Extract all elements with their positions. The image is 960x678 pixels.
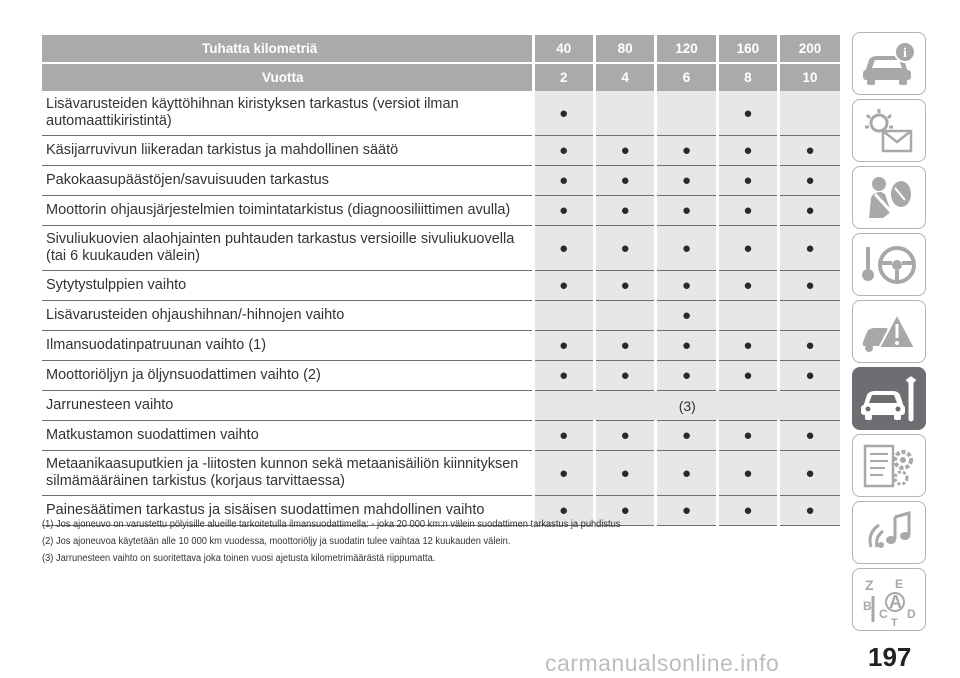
row-description: Painesäätimen tarkastus ja sisäisen suodattimen mahdollinen vaihto — [42, 496, 533, 526]
schedule-mark: ● — [594, 271, 655, 301]
schedule-mark: ● — [779, 421, 840, 451]
schedule-mark: ● — [656, 496, 717, 526]
tile-maintenance[interactable] — [852, 367, 926, 430]
svg-text:E: E — [895, 576, 904, 591]
schedule-mark: ● — [717, 451, 778, 496]
year-header-cell: 2 — [533, 63, 594, 91]
year-header-cell: 10 — [779, 63, 840, 91]
row-description: Jarrunesteen vaihto — [42, 391, 533, 421]
year-header-label: Vuotta — [42, 63, 533, 91]
schedule-mark: ● — [656, 136, 717, 166]
schedule-mark: ● — [717, 196, 778, 226]
schedule-mark: ● — [533, 166, 594, 196]
schedule-mark: ● — [779, 331, 840, 361]
tile-starting-driving[interactable] — [852, 233, 926, 296]
schedule-mark: ● — [656, 226, 717, 271]
tile-index[interactable] — [852, 568, 926, 631]
year-header-cell: 4 — [594, 63, 655, 91]
svg-text:T: T — [891, 616, 898, 626]
table-row — [42, 421, 840, 451]
emergency-icon — [857, 306, 921, 358]
schedule-mark — [594, 301, 655, 331]
schedule-mark — [594, 91, 655, 136]
svg-text:C: C — [879, 606, 888, 621]
starting-driving-icon — [857, 239, 921, 291]
km-header-cell: 40 — [533, 35, 594, 63]
schedule-mark: ● — [656, 271, 717, 301]
maintenance-icon — [857, 373, 921, 425]
row-description: Käsijarruvivun liikeradan tarkistus ja mahdollinen säätö — [42, 136, 533, 166]
schedule-mark: ● — [533, 451, 594, 496]
svg-text:i: i — [903, 45, 907, 61]
svg-text:D: D — [907, 606, 916, 621]
schedule-mark — [533, 301, 594, 331]
tile-safety[interactable] — [852, 166, 926, 229]
schedule-mark: ● — [594, 451, 655, 496]
row-description: Lisävarusteiden ohjaushihnan/-hihnojen vaihto — [42, 301, 533, 331]
tile-technical-data[interactable] — [852, 434, 926, 497]
km-header-row — [42, 35, 840, 63]
row-description: Matkustamon suodattimen vaihto — [42, 421, 533, 451]
schedule-mark: ● — [533, 226, 594, 271]
schedule-mark — [656, 91, 717, 136]
schedule-mark: ● — [656, 301, 717, 331]
row-description: Pakokaasupäästöjen/savuisuuden tarkastus — [42, 166, 533, 196]
chapter-sidebar — [852, 32, 928, 635]
schedule-mark: ● — [779, 196, 840, 226]
schedule-mark: ● — [717, 331, 778, 361]
row-description: Metaanikaasuputkien ja -liitosten kunnon sekä metaanisäiliön kiinnityksen silmämääräinen tarkistus (korjaus tarvittaessa) — [42, 451, 533, 496]
row-description: Ilmansuodatinpatruunan vaihto (1) — [42, 331, 533, 361]
page-number: 197 — [868, 642, 912, 672]
schedule-mark: ● — [594, 331, 655, 361]
table-row — [42, 91, 840, 136]
schedule-mark: ● — [656, 361, 717, 391]
row-description: Moottorin ohjausjärjestelmien toimintatarkistus (diagnoosiliittimen avulla) — [42, 196, 533, 226]
schedule-mark: ● — [594, 196, 655, 226]
schedule-mark: ● — [779, 496, 840, 526]
multimedia-icon — [857, 507, 921, 559]
schedule-mark: ● — [656, 331, 717, 361]
dashboard-lights-icon — [857, 105, 921, 157]
schedule-mark: ● — [594, 166, 655, 196]
schedule-mark: ● — [779, 136, 840, 166]
schedule-mark: ● — [656, 196, 717, 226]
km-header-cell: 120 — [656, 35, 717, 63]
schedule-mark: ● — [717, 271, 778, 301]
year-header-cell: 6 — [656, 63, 717, 91]
schedule-mark: ● — [533, 331, 594, 361]
row-description: Sivuliukuovien alaohjainten puhtauden tarkastus versioille sivuliukuovella (tai 6 kuukauden välein) — [42, 226, 533, 271]
schedule-mark: ● — [717, 226, 778, 271]
schedule-mark — [779, 301, 840, 331]
schedule-mark: ● — [533, 421, 594, 451]
km-header-cell: 200 — [779, 35, 840, 63]
schedule-mark: ● — [594, 361, 655, 391]
tile-emergency[interactable] — [852, 300, 926, 363]
maintenance-schedule-table — [42, 35, 840, 526]
tile-multimedia[interactable] — [852, 501, 926, 564]
schedule-mark: ● — [717, 166, 778, 196]
svg-text:Z: Z — [865, 576, 874, 593]
schedule-mark: ● — [717, 421, 778, 451]
table-row — [42, 271, 840, 301]
schedule-mark: ● — [717, 91, 778, 136]
schedule-mark — [717, 301, 778, 331]
footnote: (2) Jos ajoneuvoa käytetään alle 10 000 km vuodessa, moottoriöljy ja suodatin tulee vaihtaa 12 kuukauden välein. — [42, 536, 511, 547]
index-icon — [857, 574, 921, 626]
technical-data-icon — [857, 440, 921, 492]
schedule-mark: ● — [779, 271, 840, 301]
safety-airbag-icon — [857, 172, 921, 224]
footnote: (3) Jarrunesteen vaihto on suoritettava joka toinen vuosi ajetusta kilometrimäärästä riippumatta. — [42, 553, 436, 564]
schedule-mark: ● — [779, 166, 840, 196]
table-row — [42, 196, 840, 226]
schedule-mark: ● — [656, 166, 717, 196]
table-row — [42, 301, 840, 331]
svg-text:A: A — [889, 591, 902, 612]
schedule-mark: ● — [533, 496, 594, 526]
table-row — [42, 331, 840, 361]
schedule-mark: ● — [779, 451, 840, 496]
schedule-mark: ● — [594, 136, 655, 166]
table-row — [42, 361, 840, 391]
km-header-cell: 80 — [594, 35, 655, 63]
table-row — [42, 391, 840, 421]
tile-dashboard-lights[interactable] — [852, 99, 926, 162]
row-description: Moottoriöljyn ja öljynsuodattimen vaihto (2) — [42, 361, 533, 391]
schedule-mark: ● — [779, 226, 840, 271]
schedule-mark: ● — [533, 361, 594, 391]
schedule-mark: ● — [533, 271, 594, 301]
schedule-mark: ● — [533, 196, 594, 226]
footnote: (1) Jos ajoneuvo on varustettu pölyisille alueille tarkoitetulla ilmansuodattimella: - joka 20 000 km:n välein suodattimen tarkastus ja puhdistus — [42, 519, 621, 530]
table-row — [42, 226, 840, 271]
schedule-mark — [779, 91, 840, 136]
schedule-mark: ● — [533, 136, 594, 166]
schedule-mark: ● — [656, 421, 717, 451]
schedule-mark: ● — [594, 226, 655, 271]
schedule-mark: ● — [717, 496, 778, 526]
km-header-label: Tuhatta kilometriä — [42, 35, 533, 63]
schedule-mark: ● — [533, 91, 594, 136]
tile-car-info[interactable] — [852, 32, 926, 95]
row-description: Lisävarusteiden käyttöhihnan kiristyksen tarkastus (versiot ilman automaattikiristintä) — [42, 91, 533, 136]
footnotes — [42, 516, 786, 567]
table-row — [42, 166, 840, 196]
year-header-cell: 8 — [717, 63, 778, 91]
table-row — [42, 451, 840, 496]
schedule-note-cell: (3) — [533, 391, 840, 421]
watermark: carmanualsonline.info — [545, 650, 780, 676]
table-row — [42, 136, 840, 166]
year-header-row — [42, 63, 840, 91]
km-header-cell: 160 — [717, 35, 778, 63]
schedule-mark: ● — [594, 421, 655, 451]
car-info-icon — [857, 38, 921, 90]
schedule-mark: ● — [779, 361, 840, 391]
schedule-mark: ● — [717, 136, 778, 166]
row-description: Sytytystulppien vaihto — [42, 271, 533, 301]
schedule-mark: ● — [594, 496, 655, 526]
svg-text:B: B — [863, 598, 872, 613]
schedule-mark: ● — [717, 361, 778, 391]
schedule-mark: ● — [656, 451, 717, 496]
